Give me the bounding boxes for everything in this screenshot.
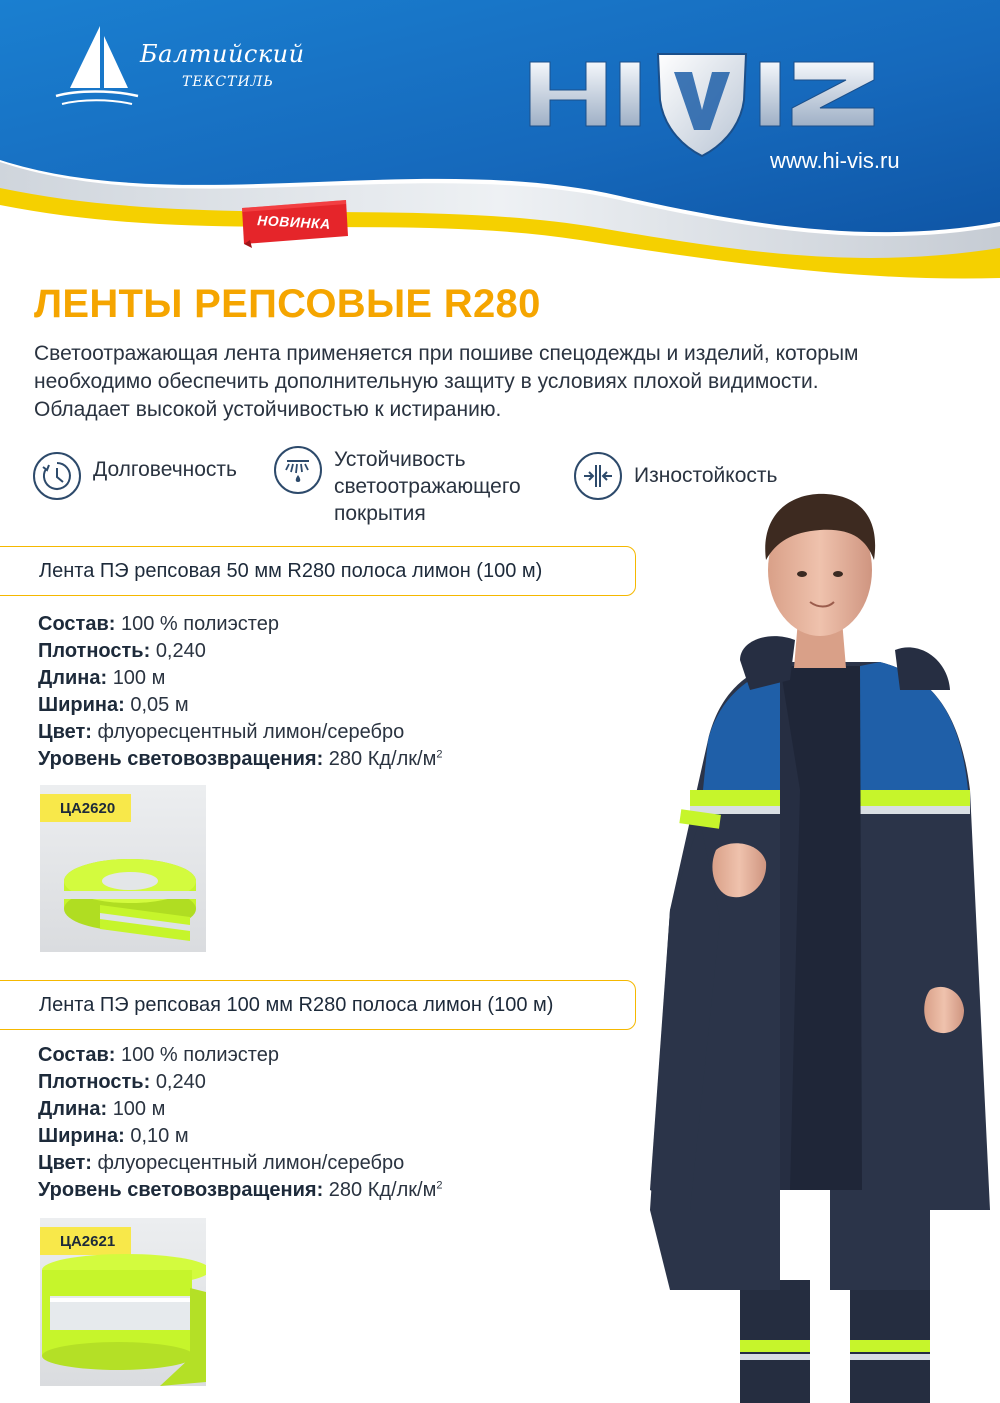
website-url[interactable]: www.hi-vis.ru: [770, 148, 900, 173]
spec-row: Длина: 100 м: [38, 1098, 166, 1120]
spec-row: Уровень световозвращения: 280 $Кд/лк/м^2$: [38, 1179, 443, 1201]
spec-row: Плотность: 0,240: [38, 640, 206, 662]
spec-row: Ширина: 0,10 м: [38, 1125, 189, 1147]
feature-label: Изностойкость: [634, 464, 778, 487]
header-banner: [0, 0, 1000, 280]
sku-label: ЦА2621: [40, 1227, 131, 1255]
spec-row: Состав: 100 % полиэстер: [38, 1044, 279, 1066]
spec-row: Ширина: 0,05 м: [38, 694, 189, 716]
clock-icon: [33, 452, 81, 500]
spec-row: Цвет: флуоресцентный лимон/серебро: [38, 1152, 405, 1174]
page-title: ЛЕНТЫ РЕПСОВЫЕ R280: [34, 282, 541, 326]
product-title-100mm: Лента ПЭ репсовая 100 мм R280 полоса лимон (100 м): [0, 980, 636, 1030]
new-badge-label: НОВИНКА: [256, 212, 332, 232]
hiviz-brand-logo: [528, 50, 918, 160]
intro-description: Светоотражающая лента применяется при пошиве спецодежды и изделий, которым необходимо обеспечить дополнительную защиту в условиях плохой видимости. Обладает высокой устойчивостью к истиранию.: [34, 342, 859, 421]
spec-row: Плотность: 0,240: [38, 1071, 206, 1093]
product-photo-100mm: [40, 1218, 206, 1386]
product-photo-50mm: [40, 785, 206, 952]
model-in-workwear-image: [630, 490, 1000, 1403]
spec-row: Состав: 100 % полиэстер: [38, 613, 279, 635]
product-specs-50mm: [38, 611, 442, 773]
tape-roll-100mm-image: [40, 1218, 206, 1386]
compression-arrows-icon: [574, 452, 622, 500]
sail-logo-icon: [52, 24, 142, 109]
feature-label: Долговечность: [93, 458, 237, 481]
feature-durability: [33, 452, 237, 500]
feature-label: Устойчивость светоотражающего покрытия: [334, 448, 521, 525]
water-spray-icon: [274, 446, 322, 494]
logo-name: Балтийский: [140, 40, 305, 68]
tape-roll-50mm-image: [40, 785, 206, 952]
spec-row: Уровень световозвращения: 280 $Кд/лк/м^2$: [38, 748, 443, 770]
spec-row: Длина: 100 м: [38, 667, 166, 689]
product-specs-100mm: [38, 1042, 442, 1204]
feature-coating-stability: [274, 446, 564, 527]
logo-subtitle: ТЕКСТИЛЬ: [182, 74, 274, 90]
product-title-50mm: Лента ПЭ репсовая 50 мм R280 полоса лимон (100 м): [0, 546, 636, 596]
sku-label: ЦА2620: [40, 794, 131, 822]
spec-row: Цвет: флуоресцентный лимон/серебро: [38, 721, 405, 743]
